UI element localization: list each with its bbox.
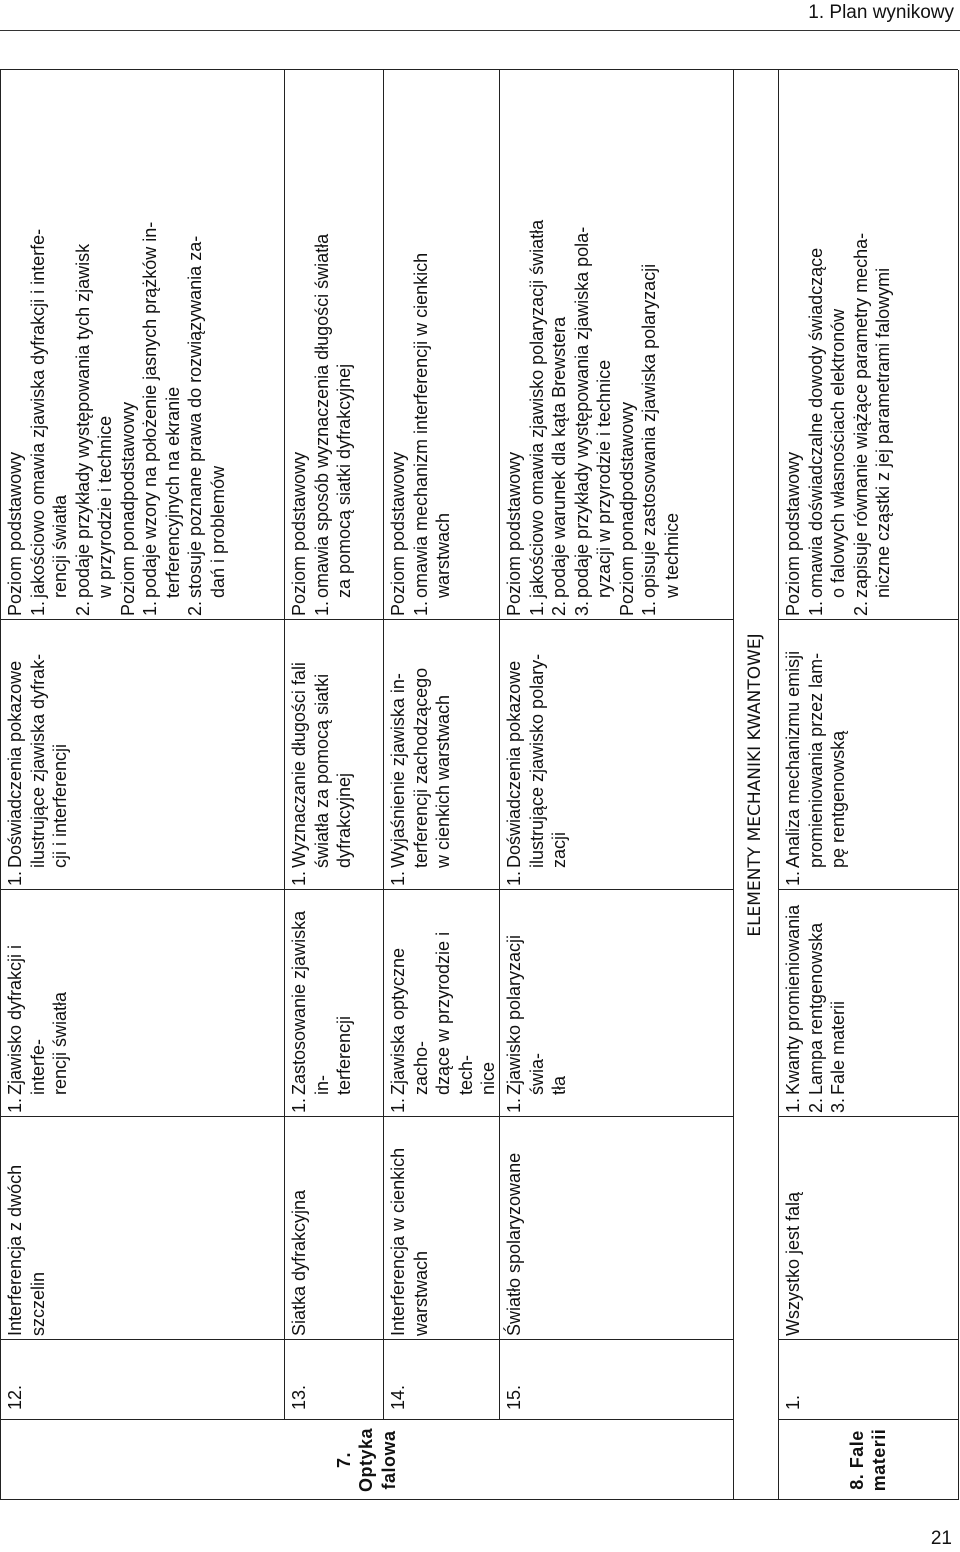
content-cell [387, 890, 499, 1117]
experiment-item-text-line: Doświadczenia pokazowe [504, 660, 524, 868]
experiment-item [387, 624, 455, 886]
content-item-text [288, 894, 356, 1095]
requirement-item-number: 3. [571, 600, 592, 616]
requirement-level: Poziom podstawowy [289, 451, 309, 616]
requirement-item-text-line: omawia mechanizm interferencji w cienkich [410, 252, 431, 598]
experiments-cell [288, 620, 383, 890]
requirement-item [139, 74, 184, 616]
requirement-level: Poziom podstawowy [783, 451, 803, 616]
requirement-item-number: 1. [805, 600, 826, 616]
requirement-item-text [72, 74, 117, 598]
topic [4, 1121, 49, 1336]
content-item-text [782, 894, 805, 1095]
requirement-item-text [548, 74, 571, 598]
experiment-item-text-line: w cienkich warstwach [433, 694, 453, 868]
requirement-item-text-line: rencji światła [50, 494, 70, 598]
experiment-item-text-line: światła za pomocą siatki [311, 673, 332, 868]
experiment-item-text [782, 624, 850, 868]
requirement-item-text-line: warstwach [433, 512, 453, 598]
requirement-item [72, 74, 117, 616]
topic-cell [4, 1117, 284, 1340]
running-header: 1. Plan wynikowy [808, 2, 954, 23]
requirement-item-number: 2. [549, 600, 569, 616]
content-item-number: 1. [289, 1097, 309, 1113]
experiment-item-text-line: Analiza mechanizmu emisji [783, 650, 803, 868]
topic [782, 1121, 805, 1336]
experiment-item-number: 1. [289, 870, 309, 886]
content-item-number: 1. [504, 1097, 524, 1113]
content-item-text [4, 894, 72, 1095]
content-item-text-line: Fale materii [828, 1000, 848, 1095]
experiment-item-text-line: cji i interferencji [50, 743, 70, 868]
requirement-item-text-line: terferencyjnych na ekranie [162, 386, 183, 598]
requirement-item-text-line: o falowych własnościach elektronów [828, 308, 848, 598]
row-number: 14. [388, 1384, 408, 1410]
experiment-item-text-line: dyfrakcyjnej [334, 772, 354, 868]
topic-line: Interferencja w cienkich [388, 1147, 408, 1336]
experiments-cell [387, 620, 499, 890]
requirement-item-text-line: omawia doświadczalne dowody świadczące [805, 247, 826, 598]
content-item-text [827, 894, 850, 1095]
content-cell [4, 890, 284, 1117]
experiment-item-text-line: ilustrujące zjawiska dyfrak- [27, 653, 48, 868]
content-item-text [805, 894, 828, 1095]
requirement-item-number: 1. [140, 600, 160, 616]
content-item-text-line: terferencji [334, 1015, 354, 1095]
requirements-cell [4, 70, 284, 620]
curriculum-table [0, 70, 958, 1500]
topic-line: szczelin [27, 1271, 48, 1336]
row-number-cell [4, 1340, 284, 1420]
experiment-item-text-line: ilustrujące zjawisko polary- [526, 653, 547, 868]
row-number-cell [782, 1340, 958, 1420]
requirement-item-text-line: w technice [661, 512, 682, 598]
content-item-text [503, 894, 571, 1095]
topic [503, 1121, 526, 1336]
experiments-cell [782, 620, 958, 890]
experiment-item-text [288, 624, 356, 868]
requirement-level: Poziom podstawowy [5, 451, 25, 616]
requirement-item-text [805, 74, 850, 598]
requirement-item-text-line: w przyrodzie i technice [95, 415, 115, 598]
requirement-level: Poziom podstawowy [504, 451, 524, 616]
row-divider [778, 70, 779, 1500]
requirement-item [311, 74, 356, 616]
requirement-item-number: 1. [639, 600, 659, 616]
requirement-item-text-line: niczne cząstki z jej parametrami falowymi [873, 267, 893, 598]
requirement-item [850, 74, 895, 616]
requirement-item-text [311, 74, 356, 598]
content-item-number: 3. [828, 1097, 848, 1113]
requirement-item [184, 74, 229, 616]
topic-line: Siatka dyfrakcyjna [289, 1189, 309, 1336]
topic-cell [503, 1117, 733, 1340]
requirement-item-text [548, 74, 571, 598]
requirement-item-text [27, 74, 72, 598]
requirement-item-number: 2. [72, 600, 93, 616]
chapter-label: 7. Optyka falowa [333, 1427, 399, 1493]
requirement-item-text [850, 74, 895, 598]
experiment-item-text [387, 624, 455, 868]
header-rule [0, 30, 960, 31]
requirement-item-number: 1. [526, 600, 547, 616]
content-item-text [387, 894, 500, 1095]
requirement-item-text [526, 74, 549, 598]
requirement-item-text-line: jakościowo omawia zjawisko polaryzacji światła [526, 219, 547, 598]
requirement-item-text-line: za pomocą siatki dyfrakcyjnej [334, 363, 354, 598]
section-banner-text: ELEMENTY MECHANIKI KWANTOWEJ [745, 633, 766, 937]
requirement-item-text [184, 74, 229, 598]
content-item [805, 894, 828, 1113]
row-divider [499, 70, 500, 1420]
requirements-cell [387, 70, 499, 620]
requirement-item-text-line: dań i problemów [207, 465, 228, 598]
requirement-level: Poziom ponadpodstawowy [117, 401, 138, 616]
topic-cell [782, 1117, 958, 1340]
experiments-cell [4, 620, 284, 890]
content-item-number: 1. [783, 1097, 803, 1113]
experiment-item-text-line: Wyjaśnienie zjawiska in- [388, 673, 408, 868]
requirement-item-text-line: stosuje poznane prawa do rozwiązywania za- [185, 235, 205, 598]
requirement-item-text-line: zapisuje równanie wiążące parametry mecha- [850, 232, 871, 598]
requirement-item-text [72, 74, 117, 598]
content-item [387, 894, 500, 1113]
experiment-item [288, 624, 356, 886]
experiment-item-text [782, 624, 850, 868]
requirement-item-text [184, 74, 229, 598]
content-item [503, 894, 571, 1113]
requirement-item-text-line: podaje przykłady występowania tych zjawisk [72, 243, 93, 598]
requirement-item-text-line: ryzacji w przyrodzie i technice [594, 359, 614, 598]
requirement-item-text [638, 74, 683, 598]
requirement-item-text-line: podaje warunek dla kąta Brewstera [549, 316, 569, 598]
content-item-text-line: Lampa rentgenowska [805, 922, 826, 1095]
requirement-item-number: 2. [850, 600, 871, 616]
requirement-item-text [139, 74, 184, 598]
table-border-right [958, 70, 959, 1500]
experiment-item-text [503, 624, 571, 868]
content-item-text [288, 894, 356, 1095]
experiment-item-number: 1. [504, 870, 524, 886]
requirement-item-number: 2. [185, 600, 205, 616]
content-item-number: 2. [805, 1097, 826, 1113]
requirement-item [27, 74, 72, 616]
requirement-item-text-line: opisuje zastosowania zjawiska polaryzacji [639, 263, 659, 598]
content-item [782, 894, 805, 1113]
experiment-item-number: 1. [388, 870, 408, 886]
topic-cell [288, 1117, 383, 1340]
experiment-item-text [387, 624, 455, 868]
requirement-level: Poziom podstawowy [388, 451, 408, 616]
content-item [288, 894, 356, 1113]
requirement-item-text-line: podaje wzory na położenie jasnych prążków in- [140, 221, 160, 598]
chapter-label: 8. Fale materii [846, 1428, 889, 1492]
requirement-item-text [571, 74, 616, 598]
content-item-number: 1. [388, 1097, 408, 1113]
experiment-item-text [4, 624, 72, 868]
experiment-item-text-line: Doświadczenia pokazowe [5, 660, 25, 868]
content-item [4, 894, 72, 1113]
content-item [827, 894, 850, 1113]
content-item-text-line: dzące w przyrodzie i tech- [433, 931, 476, 1095]
content-item-text-line: Zjawisko polaryzacji świa- [504, 934, 547, 1095]
requirement-item-text-line: omawia sposób wyznaczenia długości światła [311, 233, 332, 598]
requirements-cell [782, 70, 958, 620]
experiment-item-text-line: Wyznaczanie długości fali [289, 662, 309, 868]
requirement-item [805, 74, 850, 616]
topic-line: warstwach [410, 1250, 431, 1336]
content-item-text [503, 894, 571, 1095]
requirement-item [526, 74, 549, 616]
content-item-text-line: Kwanty promieniowania [783, 904, 803, 1095]
content-item-text [805, 894, 828, 1095]
topic-line: Interferencja z dwóch [5, 1164, 25, 1336]
requirement-item-text [638, 74, 683, 598]
row-number: 12. [5, 1384, 25, 1410]
experiment-item-text-line: terferencji zachodzącego [410, 667, 431, 868]
experiment-item [4, 624, 72, 886]
row-number-cell [288, 1340, 383, 1420]
experiments-cell [503, 620, 733, 890]
content-item-text-line: tła [549, 1075, 569, 1095]
content-cell [288, 890, 383, 1117]
chapter-cell [0, 1420, 733, 1500]
content-item-text [4, 894, 72, 1095]
requirement-item-text [526, 74, 549, 598]
requirement-item-text-line: jakościowo omawia zjawiska dyfrakcji i interfe- [27, 228, 48, 598]
row-number-cell [503, 1340, 733, 1420]
experiment-item-text [503, 624, 571, 868]
requirement-item-text [311, 74, 356, 598]
experiment-item-number: 1. [5, 870, 25, 886]
requirements-cell [288, 70, 383, 620]
content-item-text-line: nice [478, 1061, 498, 1095]
content-item-text [782, 894, 805, 1095]
requirement-level: Poziom ponadpodstawowy [616, 401, 637, 616]
row-divider [383, 70, 384, 1420]
requirement-item-text [805, 74, 850, 598]
requirement-item-text [410, 74, 455, 598]
page-number: 21 [930, 1528, 952, 1549]
row-number: 13. [289, 1384, 309, 1410]
requirement-item-text [850, 74, 895, 598]
requirement-item-text [410, 74, 455, 598]
experiment-item-text-line: promieniowania przez lam- [805, 652, 826, 868]
requirement-item [571, 74, 616, 616]
experiment-item-text-line: zacji [549, 831, 569, 868]
requirement-item-text [571, 74, 616, 598]
content-item-text [387, 894, 500, 1095]
requirement-item [638, 74, 683, 616]
experiment-item-text [288, 624, 356, 868]
requirement-item-text [27, 74, 72, 598]
experiment-item [782, 624, 850, 886]
requirement-item-number: 1. [27, 600, 48, 616]
section-banner [733, 70, 778, 1500]
content-item-text-line: Zjawiska optyczne zacho- [388, 947, 431, 1095]
topic [288, 1121, 311, 1336]
requirement-item-text-line: podaje przykłady występowania zjawiska pola- [571, 226, 592, 598]
topic [387, 1121, 432, 1336]
row-divider [284, 70, 285, 1420]
content-cell [782, 890, 958, 1117]
topic-line: Światło spolaryzowane [504, 1152, 524, 1336]
content-item-text-line: rencji światła [50, 991, 70, 1095]
requirement-item-text [139, 74, 184, 598]
experiment-item [503, 624, 571, 886]
content-item-number: 1. [5, 1097, 25, 1113]
requirement-item [548, 74, 571, 616]
row-number: 15. [504, 1384, 524, 1410]
content-item-text-line: Zjawisko dyfrakcji i interfe- [5, 944, 48, 1095]
requirement-item-number: 1. [410, 600, 431, 616]
experiment-item-number: 1. [783, 870, 803, 886]
requirement-item [410, 74, 455, 616]
chapter-cell [778, 1420, 958, 1500]
topic-line: Wszystko jest falą [783, 1191, 803, 1336]
experiment-item-text-line: pę rentgenowską [828, 730, 848, 868]
experiment-item-text [4, 624, 72, 868]
topic-cell [387, 1117, 499, 1340]
content-cell [503, 890, 733, 1117]
table-border-left [0, 70, 1, 1500]
row-number: 1. [783, 1394, 803, 1410]
requirements-cell [503, 70, 733, 620]
content-item-text-line: Zastosowanie zjawiska in- [289, 910, 332, 1095]
requirement-item-number: 1. [311, 600, 332, 616]
row-number-cell [387, 1340, 499, 1420]
content-item-text [827, 894, 850, 1095]
